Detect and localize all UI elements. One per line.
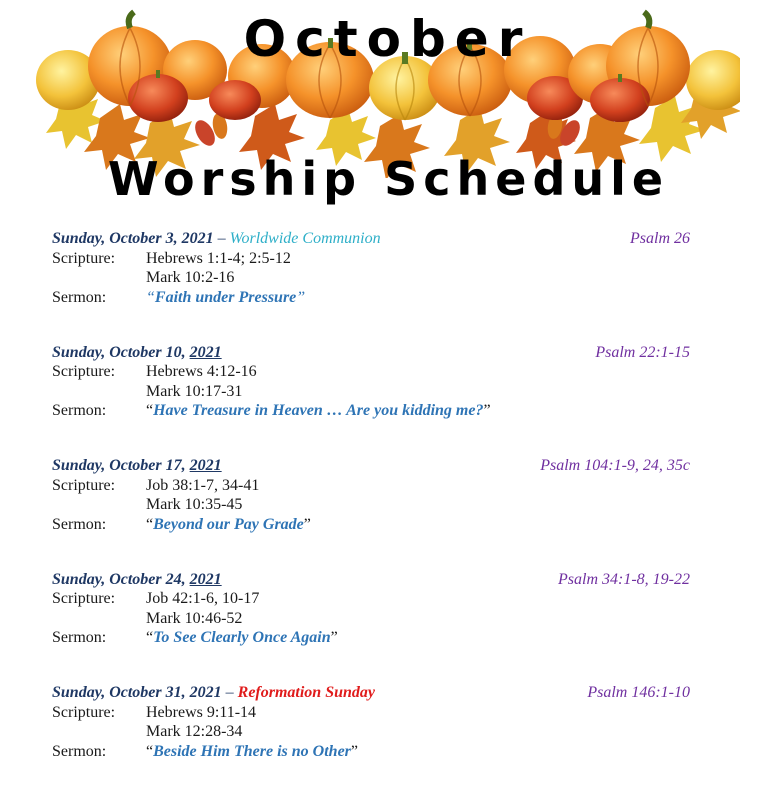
service-date-line [52, 683, 702, 703]
psalm-reading: Psalm 26 [630, 230, 690, 247]
service-date: Sunday, October 3, 2021 [52, 230, 214, 247]
scripture-reading-2: Mark 12:28-34 [146, 723, 243, 740]
sermon-title: Beside Him There is no Other [153, 742, 351, 760]
worship-schedule [52, 229, 702, 797]
sermon-row [52, 401, 702, 421]
scripture-row-2 [52, 495, 702, 515]
service-occasion: Reformation Sunday [237, 684, 375, 701]
service-year: 2021 [189, 570, 222, 588]
service-date: Sunday, October 24, [52, 570, 190, 588]
service-date: Sunday, October 17, [52, 457, 190, 474]
scripture-reading-2: Mark 10:35-45 [146, 496, 243, 513]
scripture-label: Scripture: [52, 703, 116, 721]
scripture-label: Scripture: [52, 476, 116, 494]
service-date: Sunday, October 10, [52, 343, 190, 361]
sermon-close-quote: ” [330, 629, 338, 646]
page-title-month: October [243, 10, 532, 68]
service-date-line [52, 570, 702, 590]
scripture-label: Scripture: [52, 363, 116, 380]
sermon-close-quote: ” [303, 515, 311, 533]
service-date-line [52, 343, 702, 363]
sermon-row [52, 288, 702, 308]
service-date-line [52, 456, 702, 476]
sermon-label: Sermon: [52, 742, 107, 760]
service-year: 2021 [189, 343, 222, 361]
page-title-schedule: Worship Schedule [107, 152, 670, 206]
service-entry [52, 683, 702, 797]
scripture-reading-2: Mark 10:46-52 [146, 609, 243, 627]
sermon-row [52, 515, 702, 535]
service-occasion: Worldwide Communion [229, 230, 381, 247]
scripture-row [52, 249, 702, 269]
date-dash: – [221, 684, 238, 701]
scripture-reading-1: Job 42:1-6, 10-17 [146, 590, 260, 607]
sermon-title: Faith under Pressure [154, 288, 297, 306]
scripture-label: Scripture: [52, 590, 116, 607]
sermon-open-quote: “ [146, 629, 154, 646]
service-date: Sunday, October 31, 2021 [52, 684, 222, 701]
scripture-reading-1: Hebrews 4:12-16 [146, 363, 257, 380]
sermon-open-quote: “ [146, 402, 154, 419]
sermon-open-quote: “ [146, 742, 154, 760]
scripture-reading-1: Job 38:1-7, 34-41 [146, 476, 260, 494]
sermon-open-quote: “ [146, 288, 155, 306]
sermon-label: Sermon: [52, 515, 107, 533]
scripture-row [52, 703, 702, 723]
service-entry [52, 229, 702, 343]
sermon-label: Sermon: [52, 288, 107, 306]
sermon-title: To See Clearly Once Again [153, 629, 331, 646]
service-date-line [52, 229, 702, 249]
sermon-open-quote: “ [146, 515, 154, 533]
service-year: 2021 [189, 457, 222, 474]
psalm-reading: Psalm 146:1-10 [587, 684, 690, 701]
scripture-row-2 [52, 382, 702, 402]
scripture-row [52, 362, 702, 382]
scripture-reading-1: Hebrews 9:11-14 [146, 703, 257, 721]
sermon-title: Have Treasure in Heaven … Are you kidding me? [153, 402, 484, 419]
sermon-close-quote: ” [350, 742, 358, 760]
scripture-row [52, 589, 702, 609]
service-entry [52, 570, 702, 684]
psalm-reading: Psalm 104:1-9, 24, 35c [540, 457, 690, 474]
scripture-row-2 [52, 268, 702, 288]
scripture-reading-1: Hebrews 1:1-4; 2:5-12 [146, 249, 291, 267]
sermon-label: Sermon: [52, 629, 107, 646]
sermon-row [52, 742, 702, 762]
sermon-close-quote: ” [483, 402, 491, 419]
sermon-title: Beyond our Pay Grade [153, 515, 304, 533]
scripture-label: Scripture: [52, 249, 116, 267]
service-entry [52, 343, 702, 457]
scripture-row-2 [52, 609, 702, 629]
scripture-row-2 [52, 722, 702, 742]
scripture-row [52, 476, 702, 496]
psalm-reading: Psalm 34:1-8, 19-22 [558, 570, 690, 588]
scripture-reading-2: Mark 10:2-16 [146, 269, 235, 286]
service-entry [52, 456, 702, 570]
scripture-reading-2: Mark 10:17-31 [146, 382, 243, 400]
psalm-reading: Psalm 22:1-15 [595, 343, 690, 361]
date-dash: – [213, 230, 230, 247]
sermon-close-quote: ” [296, 288, 306, 306]
sermon-row [52, 628, 702, 648]
sermon-label: Sermon: [52, 402, 107, 419]
